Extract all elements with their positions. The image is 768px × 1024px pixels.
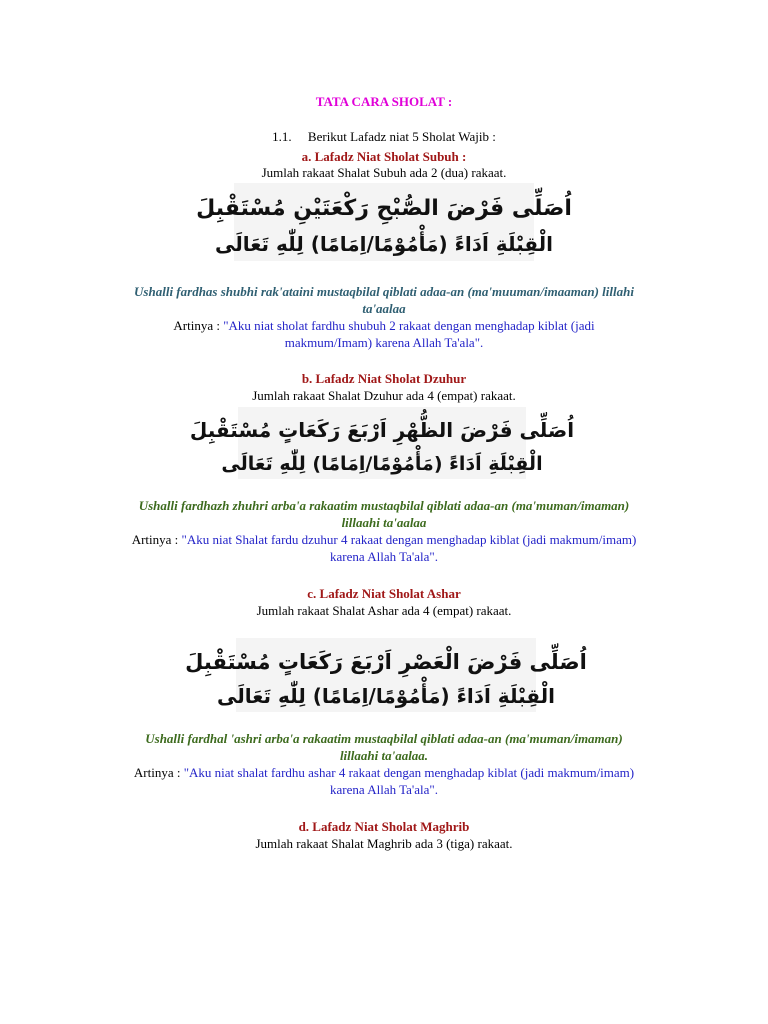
arabic-line-1: اُصَلِّى فَرْضَ الظُّهْرِ اَرْبَعَ رَكَعَاتٍ مُسْتَقْبِلَ [189,418,575,442]
meaning-text: "Aku niat Shalat fardu dzuhur 4 rakaat dengan menghadap kiblat (jadi makmum/imam) [181,532,637,547]
meaning-dzuhur-2: karena Allah Ta'ala". [330,549,438,564]
rakaat-count-dzuhur: Jumlah rakaat Shalat Dzuhur ada 4 (empat) rakaat. [252,388,516,403]
arabic-image-ashar [185,638,587,712]
meaning-ashar-2: karena Allah Ta'ala". [330,782,438,797]
latin-dzuhur-2: lillaahi ta'aalaa [341,515,427,530]
arabic-line-2: الْقِبْلَةِ اَدَاءً (مَأْمُوْمًا/اِمَامًا) لِلّٰهِ تَعَالَى [221,453,543,475]
meaning-prefix: Artinya : [133,765,184,780]
arabic-image-dzuhur [189,407,575,479]
meaning-prefix: Artinya : [131,532,182,547]
arabic-line-2: الْقِبْلَةِ اَدَاءً (مَأْمُوْمًا/اِمَامًا) لِلّٰهِ تَعَالَى [214,232,554,256]
section-heading-ashar: c. Lafadz Niat Sholat Ashar [307,586,461,601]
section-heading-dzuhur: b. Lafadz Niat Sholat Dzuhur [301,371,467,386]
arabic-text-subuh [196,183,572,261]
latin-subuh-2: ta'aalaa [362,301,406,316]
intro-number: 1.1. [272,129,292,144]
meaning-subuh-1 [0,318,768,334]
page-title: TATA CARA SHOLAT : [315,94,453,109]
meaning-subuh-2: makmum/Imam) karena Allah Ta'ala". [284,335,484,350]
rakaat-count-subuh: Jumlah rakaat Shalat Subuh ada 2 (dua) rakaat. [261,165,507,180]
meaning-text: "Aku niat shalat fardhu ashar 4 rakaat dengan menghadap kiblat (jadi makmum/imam) [183,765,635,780]
meaning-ashar-1 [0,765,768,781]
arabic-text-ashar [185,638,587,712]
arabic-line-1: اُصَلِّى فَرْضَ الْعَصْرِ اَرْبَعَ رَكَعَاتٍ مُسْتَقْبِلَ [185,650,587,674]
latin-dzuhur-1: Ushalli fardhazh zhuhri arba'a rakaatim mustaqbilal qiblati adaa-an (ma'muman/imaman) [138,498,630,513]
arabic-text-dzuhur [189,407,575,479]
intro-line [0,129,768,145]
rakaat-count-ashar: Jumlah rakaat Shalat Ashar ada 4 (empat) rakaat. [256,603,512,618]
meaning-prefix: Artinya : [173,318,224,333]
meaning-dzuhur-1 [0,532,768,548]
arabic-line-1: اُصَلِّى فَرْضَ الصُّبْحِ رَكْعَتَيْنِ مُسْتَقْبِلَ [196,196,572,221]
meaning-text: "Aku niat sholat fardhu shubuh 2 rakaat dengan menghadap kiblat (jadi [223,318,595,333]
arabic-image-subuh [196,183,572,261]
intro-text: Berikut Lafadz niat 5 Sholat Wajib : [307,129,496,144]
section-heading-maghrib: d. Lafadz Niat Sholat Maghrib [298,819,470,834]
arabic-line-2: الْقِبْلَةِ اَدَاءً (مَأْمُوْمًا/اِمَامًا) لِلّٰهِ تَعَالَى [216,684,556,708]
rakaat-count-maghrib: Jumlah rakaat Shalat Maghrib ada 3 (tiga) rakaat. [255,836,513,851]
latin-subuh-1: Ushalli fardhas shubhi rak'ataini mustaqbilal qiblati adaa-an (ma'muuman/imaaman) lillahi [134,284,634,299]
section-heading-subuh: a. Lafadz Niat Sholat Subuh : [301,149,467,164]
latin-ashar-2: lillaahi ta'aalaa. [339,748,429,763]
latin-ashar-1: Ushalli fardhal 'ashri arba'a rakaatim mustaqbilal qiblati adaa-an (ma'muman/imaman) [145,731,623,746]
